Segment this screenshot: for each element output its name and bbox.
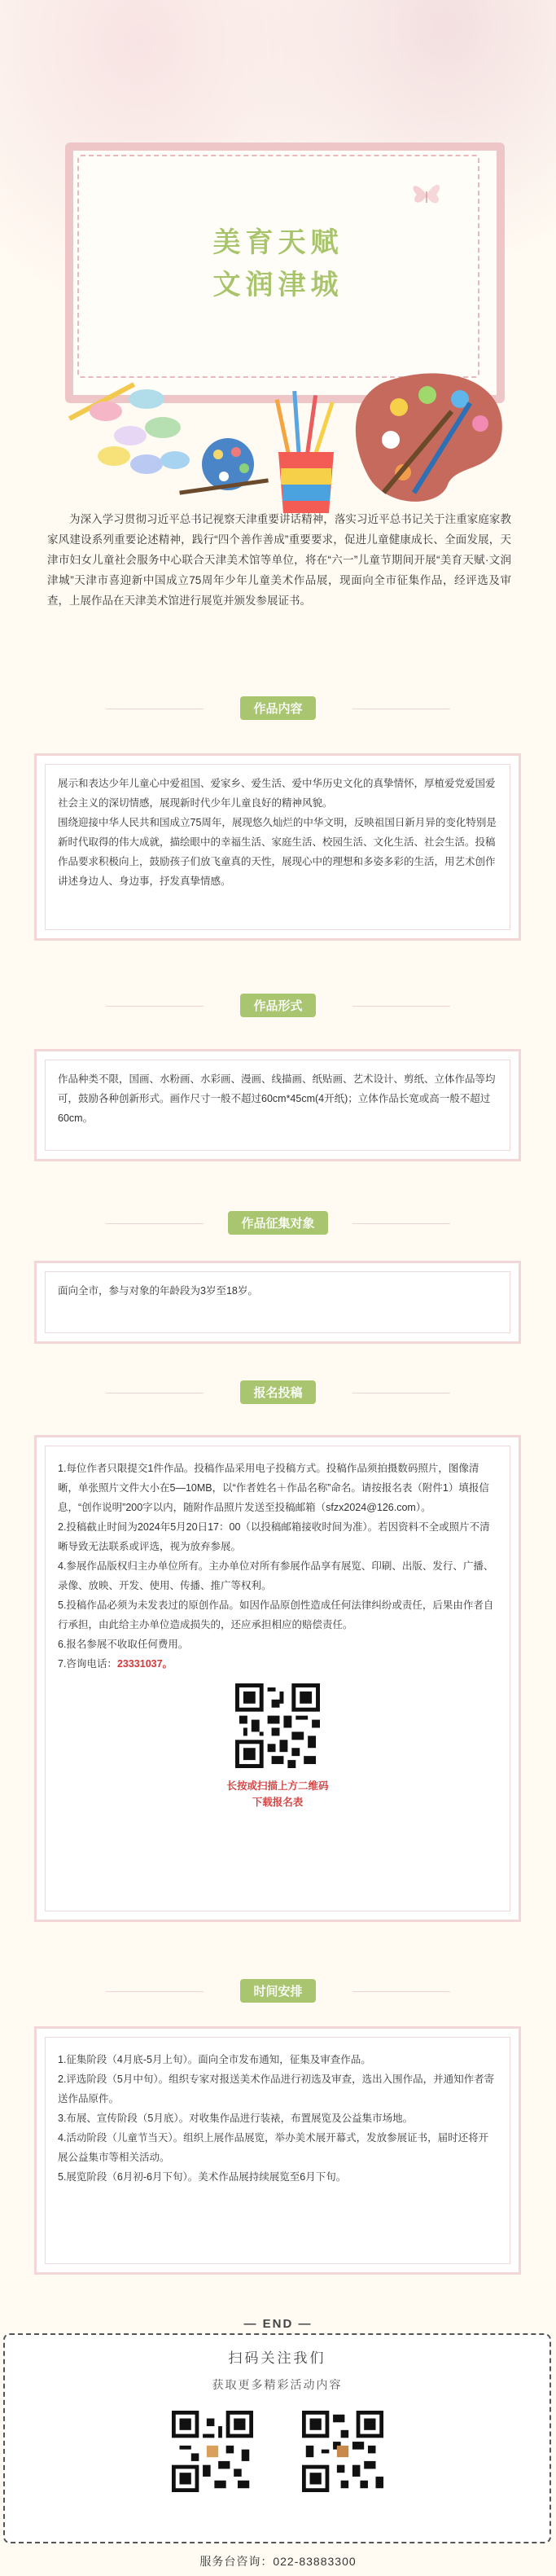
signup-qr-code-icon[interactable] <box>235 1683 320 1768</box>
hero-title-line2: 文润津城 <box>212 270 344 301</box>
signup-item-5: 5.投稿作品必须为未发表过的原创作品。如因作品原创性造成任何法律纠纷或责任，后果由作者自行承担，由此给主办单位造成损失的，还应承担相应的赔偿责任。 <box>58 1600 494 1630</box>
form-box <box>34 1049 521 1161</box>
hero-banner <box>0 0 556 521</box>
section-label-target: 作品征集对象 <box>228 1211 327 1235</box>
follow-us-box <box>3 2333 551 2543</box>
follow-subtitle: 获取更多精彩活动内容 <box>212 2378 343 2391</box>
section-tag-signup <box>0 1380 556 1404</box>
phone-label: 7.咨询电话： <box>58 1658 117 1670</box>
footer-service-phone: 服务台咨询：022-83883300 <box>199 2555 357 2568</box>
schedule-item-1: 1.征集阶段（4月底-5月上旬）。面向全市发布通知，征集及审查作品。 <box>58 2054 371 2065</box>
section-label-form: 作品形式 <box>240 994 315 1017</box>
signup-item-1: 1.每位作者只限提交1件作品。投稿作品采用电子投稿方式。投稿作品须拍摄数码照片，图像清晰，单张照片文件大小在5—10MB，以“作者姓名＋作品名称”命名。请按报名表（附件1）填报信息，“创作说明”200字以内，随附作品照片发送至投稿邮箱（sfzx2024@126.com）。 <box>58 1463 489 1513</box>
follow-title: 扫码关注我们 <box>228 2350 326 2366</box>
schedule-item-4: 4.活动阶段（儿童节当天）。组织上展作品展览，举办美术展开幕式，发放参展证书，届时还将开展公益集市等相关活动。 <box>58 2132 489 2163</box>
content-paragraph-2: 围绕迎接中华人民共和国成立75周年，展现悠久灿烂的中华文明，反映祖国日新月异的变化特别是新时代取得的伟大成就，描绘眼中的幸福生活、家庭生活、校园生活、文化生活、社会生活。投稿作品要求积极向上，鼓励孩子们放飞童真的天性，展现心中的理想和多姿多彩的生活，用艺术创作讲述身边人、身边事，抒发真挚情感。 <box>58 817 497 887</box>
section-tag-content <box>0 696 556 720</box>
section-tag-schedule <box>0 1979 556 2003</box>
intro-paragraph: 为深入学习贯彻习近平总书记视察天津重要讲话精神，落实习近平总书记关于注重家庭家教家风建设系列重要论述精神，践行“四个善作善成”重要要求，促进儿童健康成长、全面发展，天津市妇女儿童社会服务中心联合天津美术馆等单位，将在“六一”儿童节期间开展“美育天赋·文润津城”天津市喜迎新中国成立75周年少年儿童美术作品展，现面向全市征集作品，经评选及审查，上展作品在天津美术馆进行展览并颁发参展证书。 <box>47 513 511 607</box>
end-divider: — END — <box>243 2317 313 2331</box>
palette-icon <box>356 373 502 501</box>
butterfly-icon <box>407 175 446 214</box>
brush-cup-icon <box>275 391 335 513</box>
section-tag-form <box>0 994 556 1017</box>
signup-phone-line <box>58 1654 497 1674</box>
section-label-content: 作品内容 <box>240 696 315 720</box>
form-paragraph: 作品种类不限，国画、水粉画、水彩画、漫画、线描画、纸贴画、艺术设计、剪纸、立体作品等均可，鼓励各种创新形式。画作尺寸一般不超过60cm*45cm(4开纸)；立体作品长宽或高一般不超过60cm。 <box>58 1073 496 1124</box>
signup-item-6: 6.报名参展不收取任何费用。 <box>58 1639 189 1650</box>
wechat-qr-code-icon[interactable] <box>172 2411 253 2492</box>
qr-caption-1: 长按或扫描上方二维码 <box>226 1780 329 1792</box>
signup-item-2: 2.投稿截止时间为2024年5月20日17：00（以投稿邮箱接收时间为准）。若因资料不全或照片不清晰导致无法联系或评选，视为放弃参展。 <box>58 1521 490 1552</box>
phone-number[interactable]: 23331037。 <box>116 1658 173 1670</box>
section-tag-target <box>0 1211 556 1235</box>
schedule-item-3: 3.布展、宣传阶段（5月底）。对收集作品进行装裱，布置展览及公益集市场地。 <box>58 2113 414 2124</box>
section-label-schedule: 时间安排 <box>240 1979 315 2003</box>
target-box <box>34 1261 521 1344</box>
qr-caption-2: 下载报名表 <box>252 1797 304 1808</box>
schedule-item-2: 2.评选阶段（5月中旬）。组织专家对报送美术作品进行初选及审查，选出入围作品，并通知作者寄送作品原件。 <box>58 2074 495 2104</box>
signup-box <box>34 1435 521 1922</box>
content-box <box>34 753 521 941</box>
schedule-item-5: 5.展览阶段（6月初-6月下旬）。美术作品展持续展览至6月下旬。 <box>58 2171 347 2183</box>
art-supplies-illustration <box>57 350 513 513</box>
section-label-signup: 报名投稿 <box>240 1380 315 1404</box>
weibo-qr-code-icon[interactable] <box>302 2411 383 2492</box>
target-paragraph: 面向全市，参与对象的年龄段为3岁至18岁。 <box>58 1285 258 1297</box>
signup-item-4: 4.参展作品版权归主办单位所有。主办单位对所有参展作品享有展览、印刷、出版、发行、广播、录像、放映、开发、使用、传播、推广等权利。 <box>58 1560 494 1591</box>
paint-jars-icon <box>90 389 190 474</box>
content-paragraph-1: 展示和表达少年儿童心中爱祖国、爱家乡、爱生活、爱中华历史文化的真挚情怀，厚植爱党爱国爱社会主义的深切情感，展现新时代少年儿童良好的精神风貌。 <box>58 778 496 809</box>
hero-title-line1: 美育天赋 <box>212 227 344 258</box>
schedule-box <box>34 2026 521 2275</box>
